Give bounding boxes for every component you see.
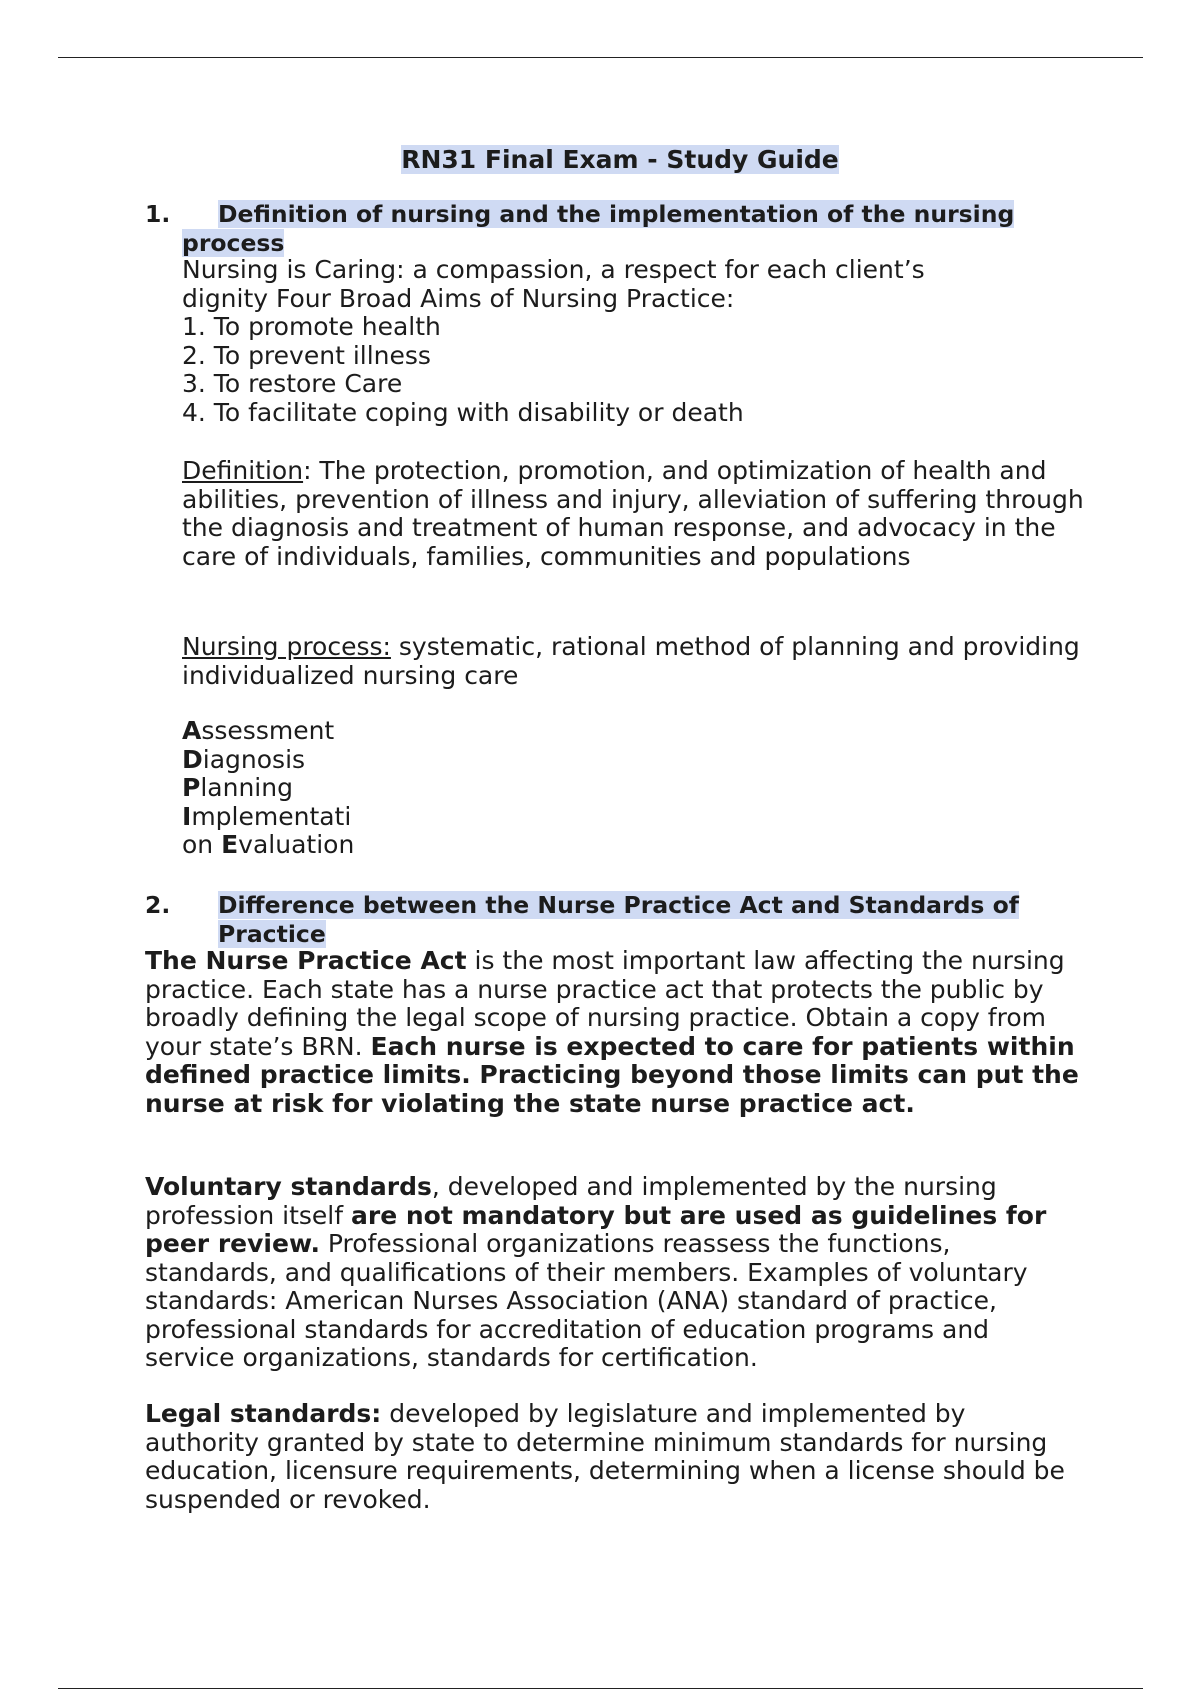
section-2-heading-line2: Practice: [218, 919, 326, 948]
voluntary-label: Voluntary standards: [145, 1172, 432, 1201]
voluntary-standards-paragraph: [145, 1173, 1085, 1373]
section-2-heading-line1: Difference between the Nurse Practice Act and Standards of: [218, 891, 1019, 919]
section-1-heading-line1: Definition of nursing and the implementation of the nursing: [218, 200, 1015, 228]
aim-item: 2. To prevent illness: [182, 340, 431, 370]
adpie-item-assessment: Assessment: [182, 716, 335, 745]
footer-rule: [58, 1688, 1143, 1689]
section-1-heading-line2: process: [182, 228, 285, 257]
intro-line-1: Nursing is Caring: a compassion, a respect for each client’s: [182, 255, 925, 284]
npa-text: is the most important law affecting the nursing practice. Each state has a nurse practice act that protects the public by broadly defining the legal scope of nursing practice. Obtain a copy from your state’s BRN.: [145, 946, 1065, 1061]
nursing-process-label: Nursing process:: [182, 632, 391, 661]
definition-paragraph: [182, 457, 1097, 571]
npa-emphasis: Each nurse is expected to care for patients within defined practice limits. Practicing beyond those limits can put the nurse at risk for violating the state nurse practice act.: [145, 1031, 1079, 1118]
nurse-practice-act-paragraph: [145, 947, 1085, 1118]
legal-standards-paragraph: [145, 1400, 1085, 1514]
aims-list: [182, 313, 1082, 427]
header-rule: [58, 57, 1143, 58]
intro-line-2: dignity Four Broad Aims of Nursing Practice:: [182, 283, 735, 313]
page-title: [0, 143, 1200, 177]
aim-item: 3. To restore Care: [182, 369, 403, 398]
section-2-number: 2.: [145, 891, 171, 919]
npa-label: The Nurse Practice Act: [145, 946, 467, 975]
adpie-item-planning: Planning: [182, 773, 293, 802]
section-1-heading: [145, 200, 1045, 257]
adpie-item-evaluation: on Evaluation: [182, 830, 355, 859]
adpie-item-diagnosis: Diagnosis: [182, 744, 306, 774]
legal-text: developed by legislature and implemented by authority granted by state to determine minimum standards for nursing education, licensure requirements, determining when a license should be suspended or revoked.: [145, 1399, 1065, 1514]
page-title-text: RN31 Final Exam - Study Guide: [401, 145, 839, 174]
definition-text: : The protection, promotion, and optimization of health and abilities, prevention of illness and injury, alleviation of suffering through the diagnosis and treatment of human response, and advocacy in the care of individuals, families, communities and populations: [182, 456, 1084, 571]
section-1-number: 1.: [145, 200, 171, 228]
aim-item: 4. To facilitate coping with disability or death: [182, 397, 744, 427]
voluntary-text-1: , developed and implemented by the nursing profession itself: [145, 1172, 997, 1230]
adpie-list: [182, 717, 482, 860]
section-1-intro: [182, 256, 1082, 427]
aim-item: 1. To promote health: [182, 312, 441, 341]
section-2-heading: [145, 891, 1045, 948]
legal-label: Legal standards:: [145, 1399, 382, 1428]
nursing-process-text: systematic, rational method of planning and providing individualized nursing care: [182, 632, 1080, 690]
voluntary-emphasis: are not mandatory but are used as guidelines for peer review.: [145, 1200, 1047, 1258]
voluntary-text-2: Professional organizations reassess the functions, standards, and qualifications of their members. Examples of voluntary standards: American Nurses Association (ANA) standard of practice, professional standards for accreditation of education programs and service organizations, standards for certification.: [145, 1229, 1028, 1372]
nursing-process-paragraph: [182, 633, 1082, 690]
adpie-item-implementation: Implementati: [182, 801, 352, 831]
definition-label: Definition: [182, 456, 304, 485]
